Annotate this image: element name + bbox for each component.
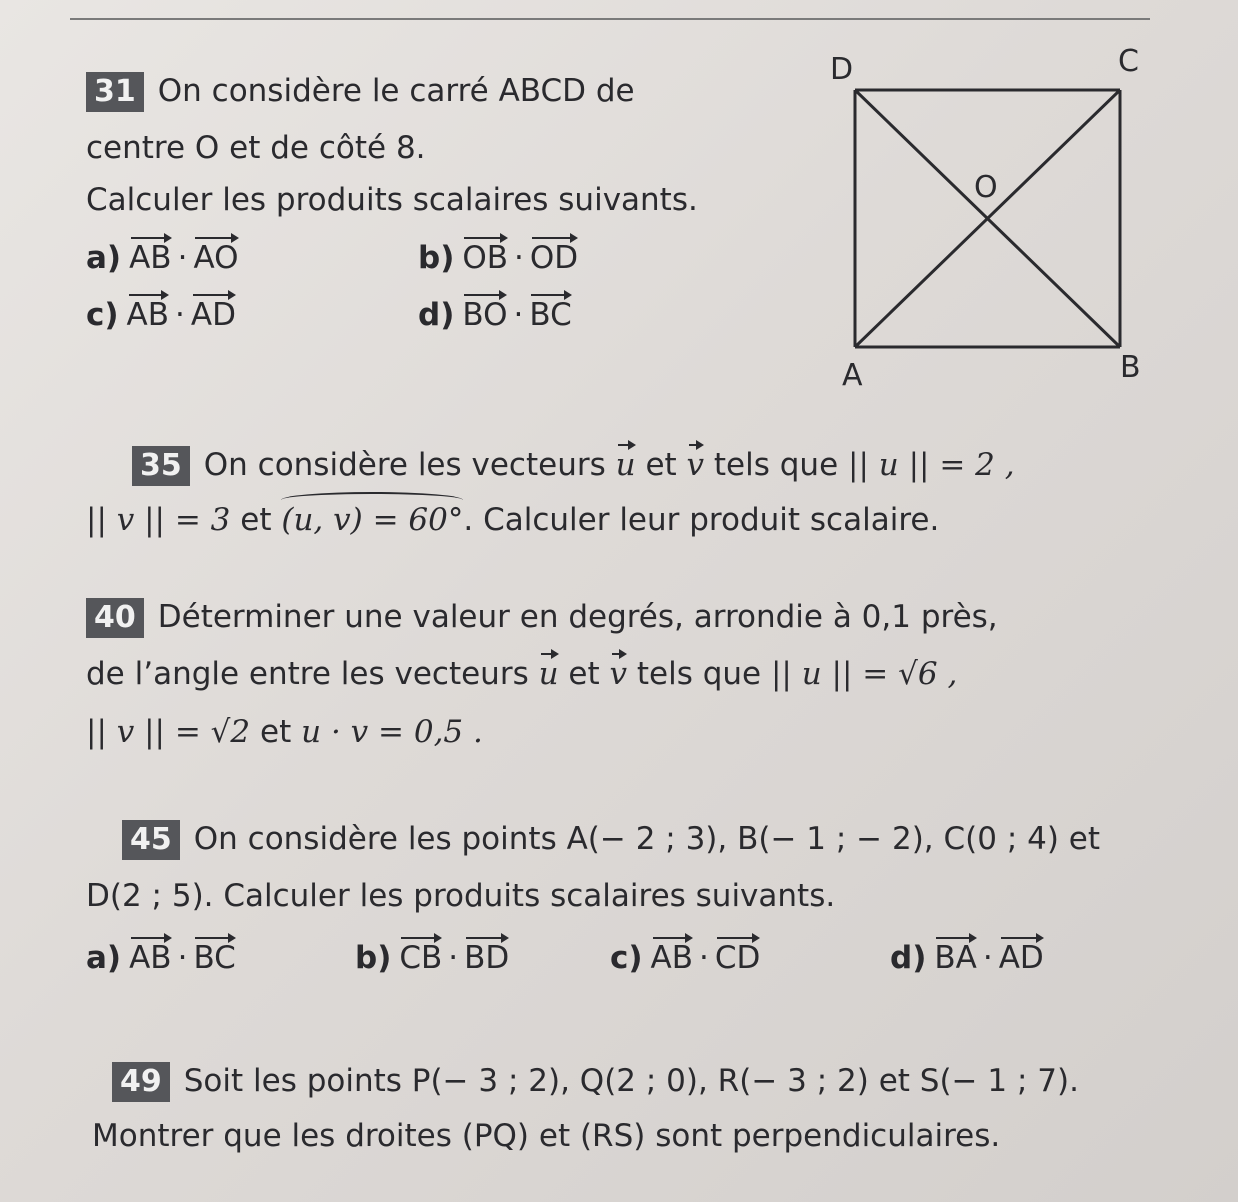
norm-u: || u || = √6 ,: [770, 656, 958, 692]
vector: OB: [462, 240, 509, 276]
exercise-35-line-1: [132, 446, 1015, 486]
vector: BA: [934, 940, 977, 976]
item-label: d): [890, 940, 927, 976]
connector-text: et: [240, 502, 272, 538]
exercise-45-line-1: [122, 820, 1100, 860]
exercise-number: 31: [86, 72, 144, 112]
item-d: d) BA · AD: [890, 940, 1044, 976]
norm-v: || v || = √2: [86, 714, 251, 750]
exercise-number: 45: [122, 820, 180, 860]
exercise-40-line-1: [86, 598, 998, 638]
item-d: d) BO · BC: [418, 297, 572, 333]
exercise-40-line-2: [86, 656, 957, 692]
exercise-number: 35: [132, 446, 190, 486]
item-label: a): [86, 240, 122, 276]
vertex-c-label: C: [1118, 44, 1139, 79]
vector: AB: [129, 940, 172, 976]
vector: BO: [462, 297, 508, 333]
item-b: b) CB · BD: [355, 940, 510, 976]
vector: BC: [193, 940, 236, 976]
item-label: b): [418, 240, 455, 276]
center-o-label: O: [974, 170, 998, 205]
exercise-text: Déterminer une valeur en degrés, arrondie à 0,1 près,: [157, 599, 998, 635]
item-c: c) AB · AD: [86, 297, 236, 333]
norm-u: || u || = 2 ,: [848, 447, 1015, 483]
exercise-number: 40: [86, 598, 144, 638]
item-c: c) AB · CD: [610, 940, 761, 976]
exercise-45-line-2: D(2 ; 5). Calculer les produits scalaires suivants.: [86, 878, 836, 914]
dot-product: u · v = 0,5 .: [301, 714, 483, 750]
angle-uv: (u, v) = 60°: [281, 502, 464, 538]
vector: AD: [998, 940, 1044, 976]
item-label: a): [86, 940, 122, 976]
vector-v: v: [686, 447, 705, 483]
connector-text: et: [645, 447, 677, 483]
vector: BC: [529, 297, 572, 333]
exercise-49-line-1: [112, 1062, 1079, 1102]
norm-v: || v || = 3: [86, 502, 231, 538]
item-a: a) AB · BC: [86, 940, 236, 976]
vector: AB: [650, 940, 694, 976]
vector-u: u: [538, 656, 559, 692]
vector: AB: [129, 240, 172, 276]
item-label: c): [610, 940, 643, 976]
exercise-text: On considère le carré ABCD de: [157, 73, 635, 109]
square-figure: [850, 85, 1140, 355]
exercise-40-line-3: [86, 714, 483, 750]
exercise-35-line-2: [86, 502, 939, 538]
connector-text: tels que: [713, 447, 839, 483]
exercise-text: de l’angle entre les vecteurs: [86, 656, 529, 692]
connector-text: et: [260, 714, 292, 750]
vertex-b-label: B: [1120, 350, 1141, 385]
vertex-d-label: D: [830, 52, 854, 87]
vector: BD: [464, 940, 510, 976]
page-top-rule: [70, 0, 1150, 20]
vector: CB: [399, 940, 443, 976]
exercise-49-line-2: Montrer que les droites (PQ) et (RS) sont perpendiculaires.: [92, 1118, 1001, 1154]
vector: AD: [190, 297, 236, 333]
vector: AO: [193, 240, 239, 276]
vector-v: v: [609, 656, 628, 692]
exercise-31-line-2: centre O et de côté 8.: [86, 130, 426, 166]
vector-u: u: [615, 447, 636, 483]
item-label: d): [418, 297, 455, 333]
item-label: c): [86, 297, 119, 333]
exercise-text: On considère les points A(− 2 ; 3), B(− 1 ; − 2), C(0 ; 4) et: [193, 821, 1101, 857]
item-b: b) OB · OD: [418, 240, 579, 276]
connector-text: tels que: [636, 656, 762, 692]
connector-text: et: [568, 656, 600, 692]
vector: CD: [714, 940, 761, 976]
exercise-text: . Calculer leur produit scalaire.: [463, 502, 940, 538]
vector: OD: [529, 240, 579, 276]
exercise-31-line-1: [86, 72, 635, 112]
exercise-text: On considère les vecteurs: [203, 447, 606, 483]
vertex-a-label: A: [842, 358, 863, 393]
item-label: b): [355, 940, 392, 976]
exercise-text: Soit les points P(− 3 ; 2), Q(2 ; 0), R(− 3 ; 2) et S(− 1 ; 7).: [183, 1063, 1079, 1099]
item-a: a) AB · AO: [86, 240, 239, 276]
exercise-number: 49: [112, 1062, 170, 1102]
vector: AB: [126, 297, 170, 333]
exercise-31-line-3: Calculer les produits scalaires suivants.: [86, 182, 698, 218]
